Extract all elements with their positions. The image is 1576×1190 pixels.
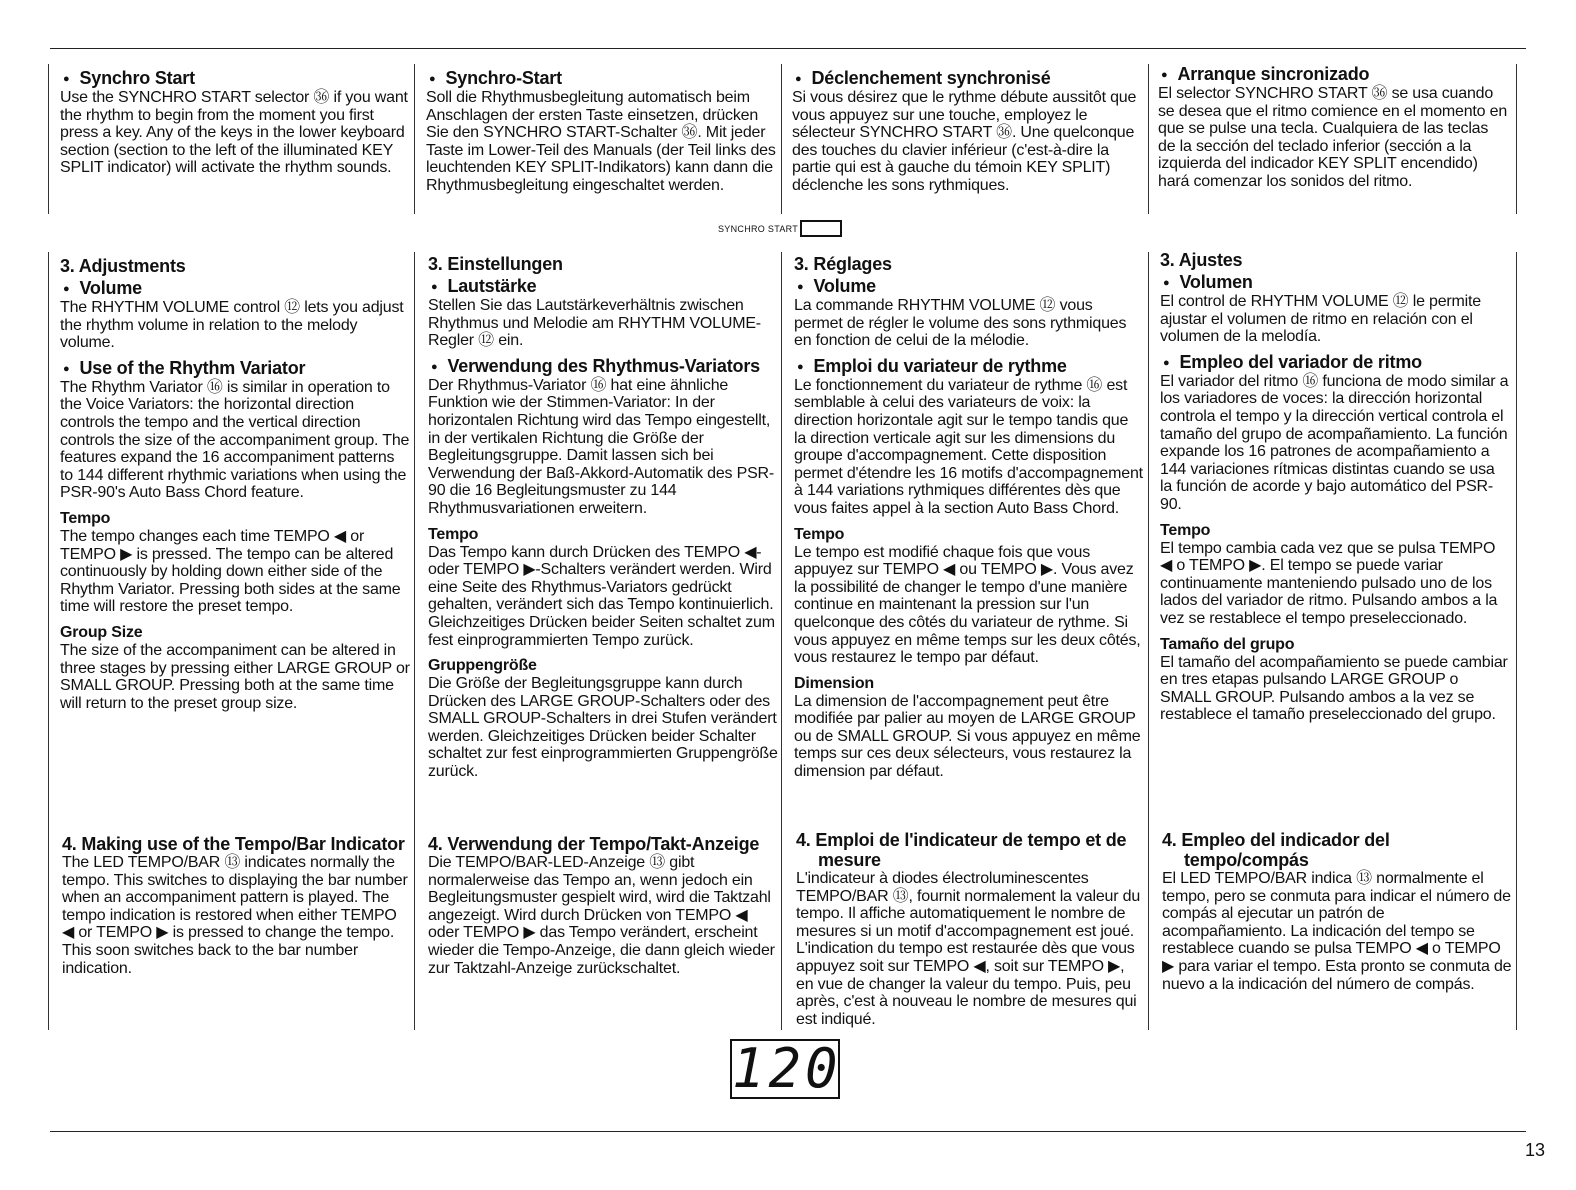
section-body: Le tempo est modifié chaque fois que vous appuyez sur TEMPO ◀ ou TEMPO ▶. Vous avez la possibilité de changer le tempo d'une manière continue en maintenant la pression sur l'un quelconque des côtés du variateur de rythme. Si vous appuyez en même temps sur les deux côtés, vous restaurez le tempo par défaut. xyxy=(794,543,1141,667)
bottom-rule xyxy=(50,1131,1526,1132)
section-body: El control de RHYTHM VOLUME ⑫ le permite ajustar el volumen de ritmo en relación con el volumen de la melodía. xyxy=(1160,293,1481,346)
section-heading: 3. Einstellungen xyxy=(428,254,563,274)
subsection-heading: ● Volume xyxy=(794,276,1144,297)
minor-heading: Group Size xyxy=(60,623,143,641)
subsection-heading: ● Volumen xyxy=(1160,272,1510,293)
section-body: El LED TEMPO/BAR indica ⑬ normalmente el tempo, pero se conmuta para indicar el número de compás al ejecutar un patrón de acompañamiento. La indicación del tempo se restablece cuando se pulsa TEMPO ◀ o TEMPO ▶ para variar el tempo. Esta pronto se conmuta de nuevo a la indicación del número de compás. xyxy=(1162,870,1512,993)
section-body: El tamaño del acompañamiento se puede cambiar en tres etapas pulsando LARGE GROUP o SMALL GROUP. Pulsando ambos a la vez se restablece el tamaño preseleccionado del grupo. xyxy=(1160,653,1508,724)
section-body: Si vous désirez que le rythme débute aussitôt que vous appuyez sur une touche, employez le sélecteur SYNCHRO START ㊱. Une quelconque des touches du clavier inférieur (c'est-à-dire la partie qui est à gauche du témoin KEY SPLIT) déclenche les sons rythmiques. xyxy=(792,89,1137,194)
section-body: El variador del ritmo ⑯ funciona de modo similar a los variadores de voces: la dirección horizontal controla el tempo y la dirección vertical controla el tamaño del grupo de acompañamiento. La función expande los 16 patrones de acompañamiento a 144 variaciones rítmicas distintas cuando se usa la función de acorde y bajo automático del PSR-90. xyxy=(1160,372,1509,513)
minor-heading: Gruppengröße xyxy=(428,657,537,675)
english-synchro-section xyxy=(60,68,410,177)
section-heading: ● Arranque sincronizado xyxy=(1158,64,1508,85)
section-heading: 4. Empleo del indicador del tempo/compás xyxy=(1162,830,1390,870)
minor-heading: Dimension xyxy=(794,674,874,692)
subsection-heading: ● Verwendung des Rhythmus-Variators xyxy=(431,355,760,376)
section-body: Die Größe der Begleitungsgruppe kann durch Drücken des LARGE GROUP-Schalters oder des SMALL GROUP-Schalters in drei Stufen verändert werden. Gleichzeitiges Drücken beider Schalter schaltet zur fest einprogrammierten Gruppengröße zurück. xyxy=(428,675,778,781)
section-heading: ● Synchro-Start xyxy=(426,68,776,89)
minor-heading: Tempo xyxy=(1160,521,1211,539)
section-body: The Rhythm Variator ⑯ is similar in operation to the Voice Variators: the horizontal direction controls the tempo and the vertical direction controls the size of the accompaniment group. The features expand the 16 accompaniment patterns to 144 different rhythmic variations when using the PSR-90's Auto Bass Chord feature. xyxy=(60,378,410,502)
section-body: Soll die Rhythmusbegleitung automatisch beim Anschlagen der ersten Taste einsetzen, drücken Sie den SYNCHRO START-Schalter ㊱. Mit jeder Taste im Lower-Teil des Manuals (der Teil links des leuchtenden KEY SPLIT-Indikators) kann dann die Rhythmusbegleitung eingeschaltet werden. xyxy=(426,89,776,194)
column-bar xyxy=(1148,252,1149,1030)
section-heading: 4. Emploi de l'indicateur de tempo et de mesure xyxy=(796,830,1127,870)
section-body: Stellen Sie das Lautstärkeverhältnis zwischen Rhythmus und Melodie am RHYTHM VOLUME-Regler ⑫ ein. xyxy=(428,297,761,350)
french-synchro-section xyxy=(792,68,1142,195)
german-synchro-section xyxy=(426,68,776,195)
section-body: El tempo cambia cada vez que se pulsa TEMPO ◀ o TEMPO ▶. El tempo se puede variar continuamente manteniendo pulsado uno de los lados del variador de ritmo. Pulsando ambos a la vez se restablece el tempo preseleccionado. xyxy=(1160,539,1498,627)
subsection-heading: ● Volume xyxy=(60,278,410,299)
minor-heading: Tempo xyxy=(428,525,479,543)
column-bar xyxy=(1148,64,1149,214)
subsection-heading: ● Lautstärke xyxy=(428,276,778,297)
english-adjustments-section xyxy=(60,256,410,712)
french-reglages-section xyxy=(794,254,1144,781)
section-heading: 3. Ajustes xyxy=(1160,250,1243,270)
section-body: El selector SYNCHRO START ㊱ se usa cuando se desea que el ritmo comience en el momento en que se pulse una tecla. Cualquiera de las teclas de la sección del teclado inferior (sección a la izquierda del indicador KEY SPLIT encendido) hará comenzar los sonidos del ritmo. xyxy=(1158,85,1508,190)
column-bar xyxy=(1516,64,1517,214)
led-display: 120 xyxy=(732,1037,842,1100)
column-bar xyxy=(414,252,415,1030)
column-bar xyxy=(48,64,49,214)
column-bar xyxy=(1516,252,1517,1030)
subsection-heading: ● Empleo del variador de ritmo xyxy=(1160,352,1510,373)
column-bar xyxy=(48,252,49,1030)
section-body: Use the SYNCHRO START selector ㊱ if you want the rhythm to begin from the moment you first press a key. Any of the keys in the lower keyboard section (section to the left of the illuminated KEY SPLIT indicator) will activate the rhythm sounds. xyxy=(60,89,408,177)
section-heading: 3. Réglages xyxy=(794,254,892,274)
column-bar xyxy=(781,64,782,214)
section-body: La commande RHYTHM VOLUME ⑫ vous permet de régler le volume des sons rythmiques en fonction de celui de la mélodie. xyxy=(794,297,1127,350)
minor-heading: Tempo xyxy=(794,525,845,543)
spanish-synchro-section xyxy=(1158,64,1508,191)
page-number: 13 xyxy=(1525,1140,1546,1160)
section-body: The RHYTHM VOLUME control ⑫ lets you adjust the rhythm volume in relation to the melody volume. xyxy=(60,299,404,352)
section-body: Die TEMPO/BAR-LED-Anzeige ⑬ gibt normalerweise das Tempo an, wenn jedoch ein Begleitungsmuster gespielt wird, wird die Taktzahl angezeigt. Wird durch Drücken von TEMPO ◀ oder TEMPO ▶ das Tempo verändert, erscheint wieder die Tempo-Anzeige, die dann gleich wieder zur Taktzahl-Anzeige zurückschaltet. xyxy=(428,854,775,977)
spanish-ajustes-section xyxy=(1160,250,1510,724)
column-bar xyxy=(781,252,782,1030)
german-tempo-takt-section xyxy=(428,834,778,977)
section-body: Das Tempo kann durch Drücken des TEMPO ◀- oder TEMPO ▶-Schalters verändert werden. Wird eine Seite des Rhythmus-Variators gedrückt gehalten, verändert sich das Tempo kontinuierlich. Gleichzeitiges Drücken beider Seiten schaltet zum fest einprogrammierten Tempo zurück. xyxy=(428,543,775,649)
section-heading: 4. Making use of the Tempo/Bar Indicator xyxy=(62,834,405,854)
english-tempo-bar-section xyxy=(62,834,412,977)
subsection-heading-text: Verwendung des Rhythmus-Variators xyxy=(447,355,760,376)
section-body: Le fonctionnement du variateur de rythme ⑯ est semblable à celui des variateurs de voix: la direction horizontale agit sur le tempo tandis que la direction verticale agit sur les dimensions du groupe d'accompagnement. Cette disposition permet d'étendre les 16 motifs d'accompagnement à 144 variations rythmiques différentes dès que vous faites appel à la section Auto Bass Chord. xyxy=(794,376,1143,517)
section-heading: ● Synchro Start xyxy=(60,68,410,89)
subsection-heading: ● Use of the Rhythm Variator xyxy=(60,358,410,379)
synchro-start-indicator-icon xyxy=(800,220,842,237)
section-body: La dimension de l'accompagnement peut être modifiée par palier au moyen de LARGE GROUP ou de SMALL GROUP. Si vous appuyez en même temps sur ces deux sélecteurs, vous restaurez la dimension par défaut. xyxy=(794,692,1141,781)
spanish-indicador-section xyxy=(1162,830,1512,993)
french-indicateur-section xyxy=(796,830,1146,1028)
minor-heading: Tempo xyxy=(60,509,111,527)
section-heading: 3. Adjustments xyxy=(60,256,186,276)
subsection-heading: ● Emploi du variateur de rythme xyxy=(794,356,1144,377)
section-body: The tempo changes each time TEMPO ◀ or TEMPO ▶ is pressed. The tempo can be altered continuously by holding down either side of the Rhythm Variator. Pressing both sides at the same time will restore the preset tempo. xyxy=(60,527,401,616)
section-heading: ● Déclenchement synchronisé xyxy=(792,68,1142,89)
section-body: The LED TEMPO/BAR ⑬ indicates normally the tempo. This switches to displaying the bar number when an accompaniment pattern is played. The tempo indication is restored when either TEMPO ◀ or TEMPO ▶ is pressed to change the tempo. This soon switches back to the bar number indication. xyxy=(62,854,408,977)
top-rule xyxy=(50,48,1526,49)
section-body: L'indicateur à diodes électroluminescentes TEMPO/BAR ⑬, fournit normalement la valeur du tempo. Il affiche automatiquement le nombre de mesures si un motif d'accompagnement est joué. L'indication du tempo est restaurée dès que vous appuyez soit sur TEMPO ◀, soit sur TEMPO ▶, en vue de changer la valeur du tempo. Puis, peu après, c'est à nouveau le nombre de mesures qui est indiqué. xyxy=(796,870,1141,1028)
german-einstellungen-section xyxy=(428,254,778,781)
minor-heading: Tamaño del grupo xyxy=(1160,635,1295,653)
section-body: Der Rhythmus-Variator ⑯ hat eine ähnliche Funktion wie der Stimmen-Variator: In der horizontalen Richtung wird das Tempo eingestellt, in der vertikalen Richtung die Größe der Begleitungsgruppe. Damit lassen sich bei Verwendung der Baß-Akkord-Automatik des PSR-90 die 16 Begleitungsmuster zu 144 Rhythmusvariationen erweitern. xyxy=(428,376,775,517)
section-heading: 4. Verwendung der Tempo/Takt-Anzeige xyxy=(428,834,760,854)
column-bar xyxy=(414,64,415,214)
section-body: The size of the accompaniment can be altered in three stages by pressing either LARGE GROUP or SMALL GROUP. Pressing both at the same time will return to the preset group size. xyxy=(60,641,410,712)
synchro-start-label: SYNCHRO START xyxy=(718,224,799,234)
